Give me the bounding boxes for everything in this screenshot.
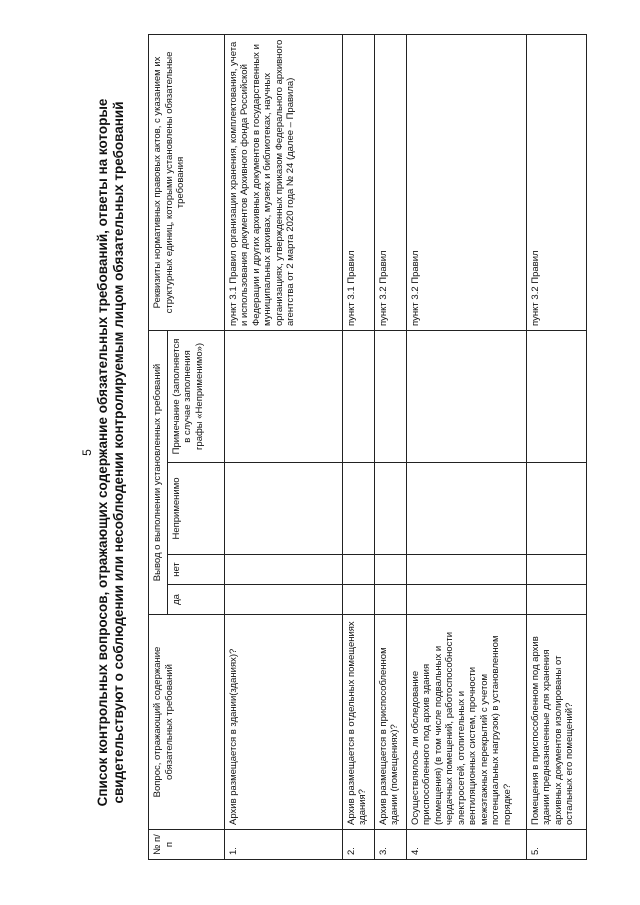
cell-na <box>526 463 586 555</box>
cell-no <box>406 555 526 585</box>
cell-no <box>224 555 342 585</box>
cell-no <box>342 555 374 585</box>
table-row <box>342 34 374 859</box>
cell-no <box>526 555 586 585</box>
requirements-table <box>148 34 587 860</box>
cell-no <box>374 555 406 585</box>
row-num: 3. <box>374 830 406 860</box>
page-number: 5 <box>80 449 94 456</box>
cell-note <box>342 330 374 462</box>
cell-yes <box>342 585 374 615</box>
row-requisites: пункт 3.2 Правил <box>374 34 406 330</box>
title-line-1: Список контрольных вопросов, отражающих содержание обязательных требований, ответы на которые <box>95 98 110 807</box>
row-num: 2. <box>342 830 374 860</box>
header-no: нет <box>167 555 224 585</box>
cell-note <box>526 330 586 462</box>
row-requisites: пункт 3.2 Правил <box>406 34 526 330</box>
row-num: 4. <box>406 830 526 860</box>
cell-na <box>224 463 342 555</box>
table-row <box>526 34 586 859</box>
table-row <box>224 34 342 859</box>
row-question: Архив размещается в здании(зданиях)? <box>224 615 342 830</box>
header-note: Примечание (заполняется в случае заполнения графы «Неприменимо») <box>167 330 224 462</box>
cell-na <box>406 463 526 555</box>
header-conclusion: Вывод о выполнении установленных требований <box>149 330 168 614</box>
header-row <box>149 34 168 859</box>
cell-yes <box>406 585 526 615</box>
document-title <box>95 40 127 865</box>
cell-na <box>342 463 374 555</box>
title-line-2: свидетельствуют о соблюдении или несоблюдении контролируемым лицом обязательных требований <box>111 101 126 804</box>
table-row <box>374 34 406 859</box>
cell-yes <box>224 585 342 615</box>
header-question: Вопрос, отражающий содержание обязательных требований <box>149 615 225 830</box>
cell-yes <box>374 585 406 615</box>
row-requisites: пункт 3.1 Правил организации хранения, комплектования, учета и использования документов Архивного фонда Российской Федерации и других архивных документов в государственных и муниципальных архивах, музеях и библиотеках, научных организациях, утвержденных приказом Федерального архивного агентства от 2 марта 2020 года № 24 (далее – Правила) <box>224 34 342 330</box>
table-row <box>406 34 526 859</box>
row-question: Осуществлялось ли обследование приспособленного под архив здания (помещения) (в том числе подвальных и чердачных помещений, работоспособности электросетей, отопительных и вентиляционных систем, прочности межэтажных перекрытий с учетом потенциальных нагрузок) в установленном порядке? <box>406 615 526 830</box>
header-yes: да <box>167 585 224 615</box>
header-na: Неприменимо <box>167 463 224 555</box>
cell-na <box>374 463 406 555</box>
cell-yes <box>526 585 586 615</box>
header-requisites: Реквизиты нормативных правовых актов, с указанием их структурных единиц, которыми установлены обязательные требования <box>149 34 225 330</box>
row-requisites: пункт 3.1 Правил <box>342 34 374 330</box>
cell-note <box>374 330 406 462</box>
header-num: № п/п <box>149 830 225 860</box>
row-question: Архив размещается в приспособленном здании (помещениях)? <box>374 615 406 830</box>
row-question: Архив размещается в отдельных помещениях здания? <box>342 615 374 830</box>
cell-note <box>406 330 526 462</box>
row-num: 5. <box>526 830 586 860</box>
row-requisites: пункт 3.2 Правил <box>526 34 586 330</box>
row-num: 1. <box>224 830 342 860</box>
cell-note <box>224 330 342 462</box>
row-question: Помещения в приспособленном под архив здании предназначенные для хранения архивных документов изолированы от остальных его помещений? <box>526 615 586 830</box>
